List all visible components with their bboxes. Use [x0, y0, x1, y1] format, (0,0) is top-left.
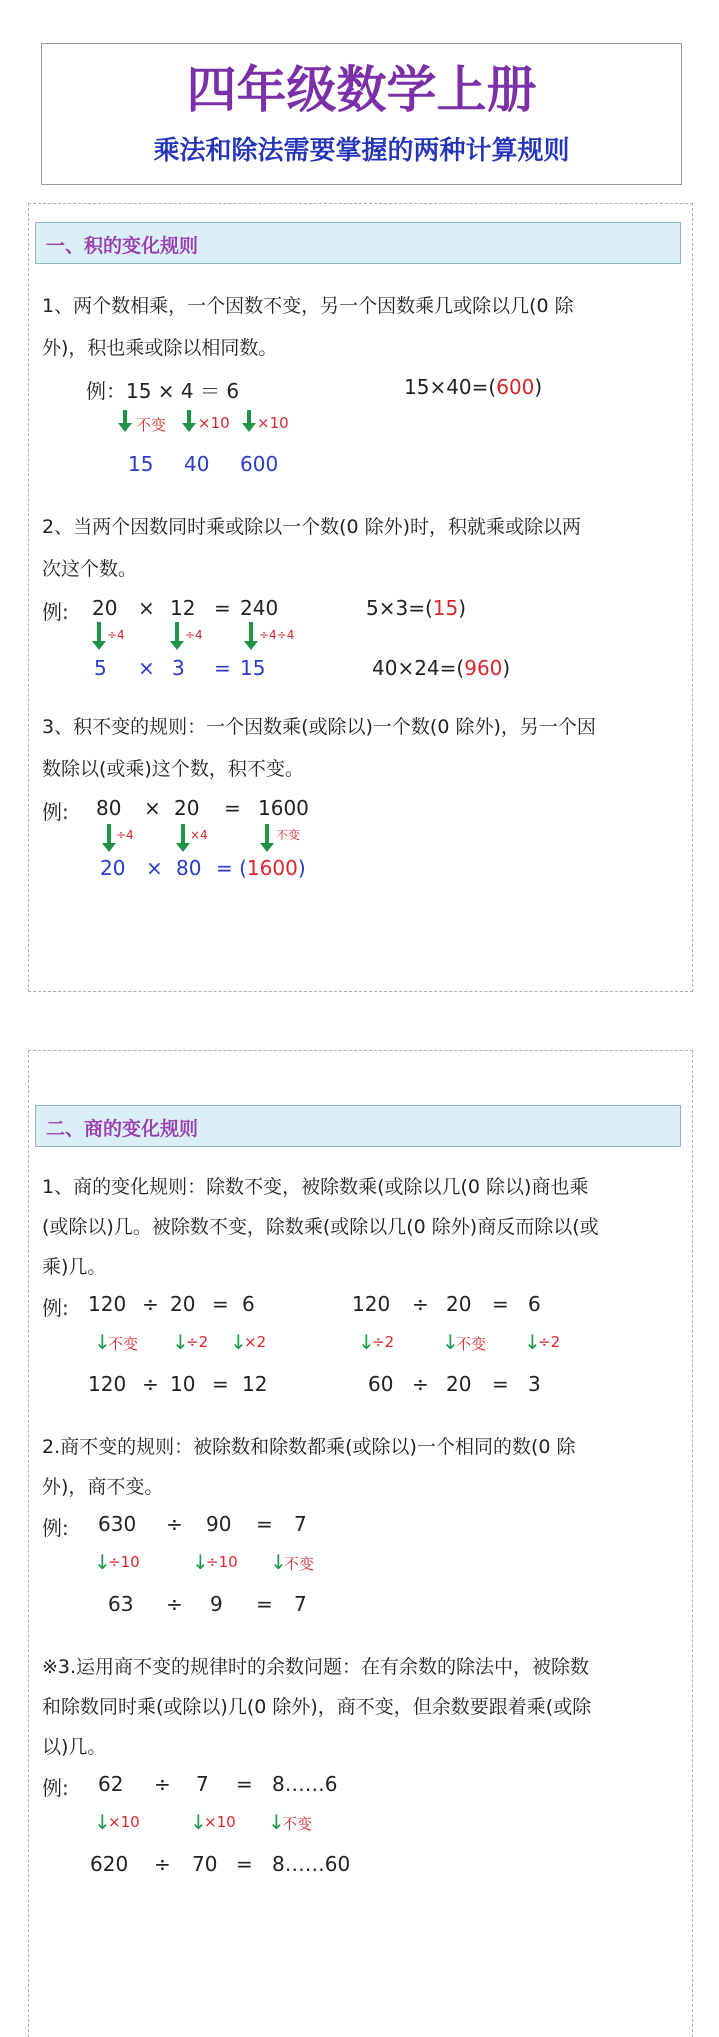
down-arrow-icon: ↓ [94, 1810, 111, 1834]
s2-ex-left-op: ÷ [142, 1292, 159, 1316]
s2-rule3-line1: ※3.运用商不变的规律时的余数问题：在有余数的除法中，被除数 [42, 1656, 590, 1678]
s2-r2-ex-a: 630 [98, 1512, 137, 1536]
s2-res-left-a: 120 [88, 1372, 127, 1396]
s2-r2-ex-op: ÷ [166, 1512, 183, 1536]
rule2-result-eq: = [214, 656, 231, 680]
s2-r3-op: 不变 [282, 1815, 313, 1833]
rule3-example-b: 20 [174, 796, 200, 820]
rule3-example-c: 1600 [258, 796, 309, 820]
down-arrow-icon: ↓ [192, 1550, 209, 1574]
down-arrow-icon: ↓ [524, 1330, 541, 1354]
rule1-result: 600 [240, 452, 279, 476]
rule1-result: 15 [128, 452, 154, 476]
s2-r3-res-a: 620 [90, 1852, 129, 1876]
s2-r2-res-op: ÷ [166, 1592, 183, 1616]
rule3-op: 不变 [276, 828, 301, 842]
s2-r3-ex-b: 7 [196, 1772, 209, 1796]
rule1-op: ×10 [257, 414, 289, 432]
s2-r3-ex-eq: = [236, 1772, 253, 1796]
s2-op-right: 不变 [456, 1335, 487, 1353]
s2-ex-left-eq: = [212, 1292, 229, 1316]
rule3-result-a: 20 [100, 856, 126, 880]
section1-header-text: 一、积的变化规则 [46, 235, 199, 257]
s2-ex-left-a: 120 [88, 1292, 127, 1316]
s2-ex-right-a: 120 [352, 1292, 391, 1316]
s2-rule1-line1: 1、商的变化规则：除数不变，被除数乘(或除以几(0 除以)商也乘 [42, 1176, 589, 1198]
rule3-op: ÷4 [116, 828, 134, 842]
rule2-op: ÷4 [107, 628, 125, 642]
s2-rule3-line2: 和除数同时乘(或除以)几(0 除外)，商不变，但余数要跟着乘(或除 [42, 1696, 592, 1718]
rule2-example-a: 20 [92, 596, 118, 620]
s2-ex-right-op: ÷ [412, 1292, 429, 1316]
rule2-result-b: 3 [172, 656, 185, 680]
rule3-line2: 数除以(或乘)这个数，积不变。 [42, 758, 304, 780]
s2-op-left: ÷2 [186, 1333, 209, 1351]
rule2-result-a: 5 [94, 656, 107, 680]
s2-res-left-eq: = [212, 1372, 229, 1396]
rule1-line1: 1、两个数相乘，一个因数不变，另一个因数乘几或除以几(0 除 [42, 295, 574, 317]
rule2-example-b: 12 [170, 596, 196, 620]
rule1-line2: 外)，积也乘或除以相同数。 [42, 337, 278, 359]
s2-rule1-line3: 乘)几。 [42, 1256, 107, 1278]
s2-r3-res-op: ÷ [154, 1852, 171, 1876]
s2-r2-res-eq: = [256, 1592, 273, 1616]
title-box [41, 43, 682, 185]
s2-r3-ex-a: 62 [98, 1772, 124, 1796]
s2-op-right: ÷2 [372, 1333, 395, 1351]
down-arrow-icon: ↓ [172, 1330, 189, 1354]
s2-r3-ex-op: ÷ [154, 1772, 171, 1796]
down-arrow-icon: ↓ [190, 1810, 207, 1834]
down-arrow-icon: ↓ [270, 1550, 287, 1574]
section2-header [35, 1105, 681, 1147]
rule3-result-b: 80 [176, 856, 202, 880]
rule1-result: 40 [184, 452, 210, 476]
s2-r3-op: ×10 [204, 1813, 236, 1831]
down-arrow-icon: ↓ [94, 1550, 111, 1574]
rule2-line1: 2、当两个因数同时乘或除以一个数(0 除外)时，积就乘或除以两 [42, 516, 582, 538]
s2-op-right: ÷2 [538, 1333, 561, 1351]
s2-rule2-line2: 外)，商不变。 [42, 1476, 164, 1498]
s2-r3-ex-c: 8……6 [272, 1772, 338, 1796]
s2-r2-ex-c: 7 [294, 1512, 307, 1536]
s2-res-left-c: 12 [242, 1372, 268, 1396]
s2-r2-res-a: 63 [108, 1592, 134, 1616]
s2-rule1-line2: (或除以)几。被除数不变，除数乘(或除以几(0 除外)商反而除以(或 [42, 1216, 599, 1238]
rule3-result-c: = (1600) [216, 856, 306, 880]
s2-rule3-line3: 以)几。 [42, 1736, 107, 1758]
page-subtitle: 乘法和除法需要掌握的两种计算规则 [153, 136, 570, 166]
rule2-example-c: 240 [240, 596, 279, 620]
s2-r2-res-b: 9 [210, 1592, 223, 1616]
s2-r2-op: ÷10 [108, 1553, 140, 1571]
s2-r3-ex-label: 例: [42, 1776, 69, 1800]
rule2-result-op: × [138, 656, 155, 680]
rule1-op: ×10 [198, 414, 230, 432]
rule3-line1: 3、积不变的规则：一个因数乘(或除以)一个数(0 除外)，另一个因 [42, 716, 596, 738]
down-arrow-icon: ↓ [94, 1330, 111, 1354]
s2-ex-right-eq: = [492, 1292, 509, 1316]
rule3-op: ×4 [190, 828, 208, 842]
s2-res-right-a: 60 [368, 1372, 394, 1396]
rule1-example: 例：15 × 4 ＝ 6 [86, 379, 240, 403]
section1-panel [28, 203, 693, 992]
rule3-example-label: 例: [42, 800, 69, 824]
s2-res-left-op: ÷ [142, 1372, 159, 1396]
rule2-result-c: 15 [240, 656, 266, 680]
s2-ex-left-c: 6 [242, 1292, 255, 1316]
s2-r2-op: ÷10 [206, 1553, 238, 1571]
rule2-side2: 40×24=(960) [372, 656, 511, 680]
s2-r3-res-c: 8……60 [272, 1852, 351, 1876]
s2-r2-res-c: 7 [294, 1592, 307, 1616]
down-arrow-icon: ↓ [268, 1810, 285, 1834]
s2-op-left: ×2 [244, 1333, 267, 1351]
s2-ex-left-b: 20 [170, 1292, 196, 1316]
rule2-op: ÷4÷4 [259, 628, 295, 642]
section2-header-text: 二、商的变化规则 [46, 1118, 199, 1140]
page-title: 四年级数学上册 [186, 60, 537, 119]
s2-r2-op: 不变 [284, 1555, 315, 1573]
rule2-example-op: × [138, 596, 155, 620]
s2-res-left-b: 10 [170, 1372, 196, 1396]
s2-ex-label: 例: [42, 1296, 69, 1320]
down-arrow-icon: ↓ [230, 1330, 247, 1354]
rule3-result-op: × [146, 856, 163, 880]
s2-rule2-line1: 2.商不变的规则：被除数和除数都乘(或除以)一个相同的数(0 除 [42, 1436, 576, 1458]
section1-header [35, 222, 681, 264]
rule2-line2: 次这个数。 [42, 558, 138, 580]
s2-res-right-c: 3 [528, 1372, 541, 1396]
s2-op-left: 不变 [108, 1335, 139, 1353]
s2-r2-ex-label: 例: [42, 1516, 69, 1540]
s2-res-right-b: 20 [446, 1372, 472, 1396]
rule2-side1: 5×3=(15) [366, 596, 467, 620]
s2-ex-right-c: 6 [528, 1292, 541, 1316]
rule3-example-op: × [144, 796, 161, 820]
s2-r2-ex-eq: = [256, 1512, 273, 1536]
rule3-example-eq: = [224, 796, 241, 820]
s2-res-right-eq: = [492, 1372, 509, 1396]
down-arrow-icon: ↓ [442, 1330, 459, 1354]
rule1-side: 15×40=(600) [404, 375, 543, 399]
rule2-example-eq: = [214, 596, 231, 620]
s2-r2-ex-b: 90 [206, 1512, 232, 1536]
s2-res-right-op: ÷ [412, 1372, 429, 1396]
s2-r3-op: ×10 [108, 1813, 140, 1831]
rule2-example-label: 例: [42, 600, 69, 624]
s2-r3-res-b: 70 [192, 1852, 218, 1876]
rule1-op: 不变 [136, 416, 167, 434]
rule2-op: ÷4 [185, 628, 203, 642]
s2-r3-res-eq: = [236, 1852, 253, 1876]
rule3-example-a: 80 [96, 796, 122, 820]
s2-ex-right-b: 20 [446, 1292, 472, 1316]
down-arrow-icon: ↓ [358, 1330, 375, 1354]
